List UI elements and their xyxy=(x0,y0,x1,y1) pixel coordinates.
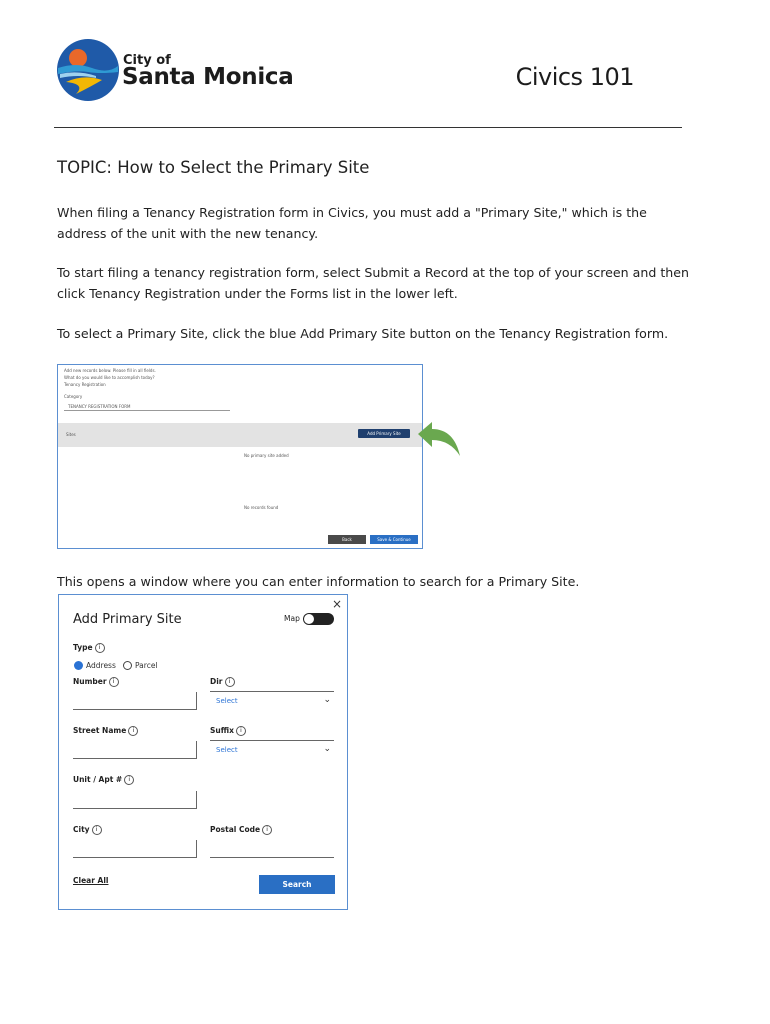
map-toggle[interactable] xyxy=(303,613,334,625)
info-icon[interactable]: i xyxy=(92,825,102,835)
number-label xyxy=(73,677,119,687)
unit-label xyxy=(73,775,134,785)
add-primary-site-modal xyxy=(58,594,348,910)
empty-records-text: No records found xyxy=(244,505,279,510)
search-button[interactable]: Search xyxy=(259,875,335,894)
form-category-label: Category xyxy=(64,394,83,399)
unit-label-text: Unit / Apt # xyxy=(73,775,123,784)
unit-input[interactable] xyxy=(73,791,197,809)
number-input[interactable] xyxy=(73,692,197,710)
chevron-down-icon: ⌄ xyxy=(323,695,331,705)
info-icon[interactable]: i xyxy=(124,775,134,785)
form-line-3: Tenancy Registration xyxy=(64,382,106,387)
postal-label xyxy=(210,825,272,835)
topic-heading: TOPIC: How to Select the Primary Site xyxy=(57,158,370,177)
info-icon[interactable]: i xyxy=(128,726,138,736)
number-label-text: Number xyxy=(73,677,107,686)
radio-address[interactable] xyxy=(74,661,83,670)
form-line-2: What do you would like to accomplish today? xyxy=(64,375,155,380)
paragraph-start: To start filing a tenancy registration form, select Submit a Record at the top of your screen and then click Tenancy Registration under the Forms list in the lower left. xyxy=(57,265,689,301)
form-category-value: TENANCY REGISTRATION FORM xyxy=(68,404,131,409)
modal-title: Add Primary Site xyxy=(73,612,182,627)
street-input[interactable] xyxy=(73,741,197,759)
sites-label: Sites xyxy=(66,432,76,437)
toggle-knob xyxy=(304,614,314,624)
add-primary-site-button[interactable]: Add Primary Site xyxy=(358,429,410,438)
info-icon[interactable]: i xyxy=(109,677,119,687)
suffix-label xyxy=(210,726,246,736)
green-arrow-icon xyxy=(414,420,462,458)
dir-label-text: Dir xyxy=(210,677,223,686)
page-header xyxy=(0,0,770,130)
paragraph-select: To select a Primary Site, click the blue Add Primary Site button on the Tenancy Registration form. xyxy=(57,326,669,341)
postal-input[interactable] xyxy=(210,840,334,858)
info-icon[interactable]: i xyxy=(225,677,235,687)
city-label xyxy=(73,825,102,835)
info-icon[interactable]: i xyxy=(95,643,105,653)
radio-address-label: Address xyxy=(86,661,116,670)
form-line-1: Add new records below. Please fill in all fields. xyxy=(64,368,156,373)
santa-monica-logo xyxy=(56,38,120,102)
back-button[interactable]: Back xyxy=(328,535,366,544)
logo-city-name: Santa Monica xyxy=(122,64,294,90)
paragraph-window: This opens a window where you can enter information to search for a Primary Site. xyxy=(57,574,580,589)
logo-city-of: City of xyxy=(123,53,171,68)
paragraph-intro: When filing a Tenancy Registration form in Civics, you must add a "Primary Site," which is the address of the unit with the new tenancy. xyxy=(57,205,647,241)
clear-all-link[interactable]: Clear All xyxy=(73,876,109,885)
postal-label-text: Postal Code xyxy=(210,825,261,834)
street-label-text: Street Name xyxy=(73,726,127,735)
type-label xyxy=(73,643,105,653)
save-continue-button[interactable]: Save & Continue xyxy=(370,535,418,544)
close-icon[interactable]: × xyxy=(331,597,342,611)
info-icon[interactable]: i xyxy=(236,726,246,736)
dir-select-value: Select xyxy=(216,697,238,705)
city-label-text: City xyxy=(73,825,90,834)
empty-site-text: No primary site added xyxy=(244,453,289,458)
tenancy-form-screenshot xyxy=(57,364,423,549)
street-label xyxy=(73,726,138,736)
header-divider xyxy=(54,127,682,128)
info-icon[interactable]: i xyxy=(262,825,272,835)
map-toggle-label: Map xyxy=(284,614,300,623)
dir-select[interactable] xyxy=(210,691,334,709)
city-input[interactable] xyxy=(73,840,197,858)
dir-label xyxy=(210,677,235,687)
suffix-select-value: Select xyxy=(216,746,238,754)
radio-parcel-label: Parcel xyxy=(135,661,158,670)
radio-parcel[interactable] xyxy=(123,661,132,670)
document-title: Civics 101 xyxy=(515,63,634,91)
suffix-select[interactable] xyxy=(210,740,334,758)
form-category-select[interactable] xyxy=(64,403,230,411)
chevron-down-icon: ⌄ xyxy=(323,744,331,754)
type-label-text: Type xyxy=(73,643,93,652)
suffix-label-text: Suffix xyxy=(210,726,234,735)
